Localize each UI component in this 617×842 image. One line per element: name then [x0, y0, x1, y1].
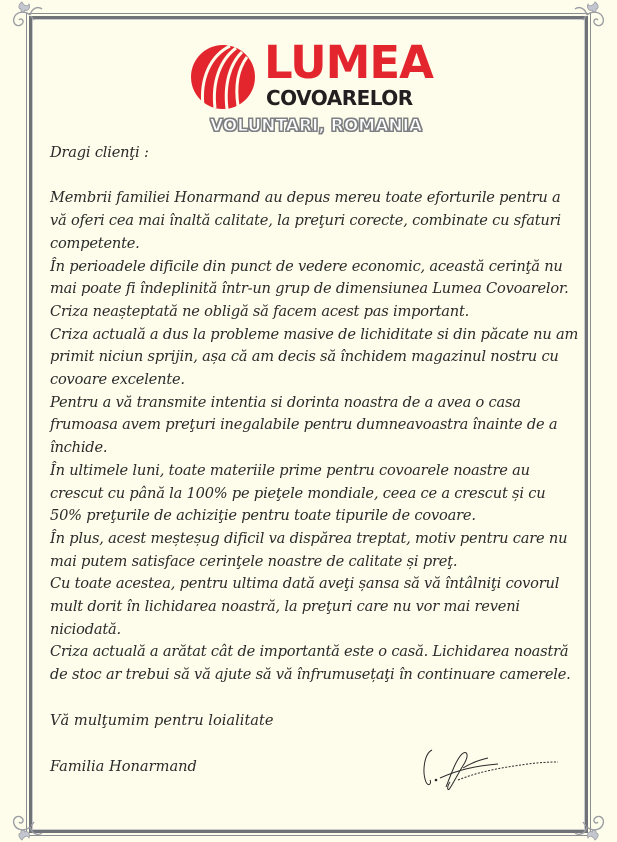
- corner-ornament-icon: [2, 0, 44, 42]
- letter-paragraph: În perioadele dificile din punct de vedere economic, această cerinţă nu mai poate fi îndeplinită într-un grup de dimensiunea Lumea Covoarelor. Criza neașteptată ne obligă să facem acest pas important.: [50, 257, 569, 320]
- letter-paragraph: În ultimele luni, toate materiile prime pentru covoarele noastre au crescut cu până la 100% pe pieţele mondiale, ceea ce a crescut și cu 50% preţurile de achiziţie pentru toate tipurile de covoare.: [50, 461, 546, 525]
- logo-title: LUMEA: [264, 36, 433, 89]
- letter-paragraph: Criza actuală a arătat cât de importantă este o casă. Lichidarea noastră de stoc ar trebui să vă ajute să vă înfrumusețaţi în continuare camerele.: [50, 643, 571, 684]
- letter-body: [50, 142, 580, 687]
- company-logo: [188, 36, 438, 139]
- letter-paragraph: Cu toate acestea, pentru ultima dată aveţi șansa să vă întâlniţi covorul mult dorit în lichidarea noastră, la preţuri care nu vor mai reveni niciodată.: [50, 575, 560, 638]
- letter-signoff: Familia Honarmand: [50, 758, 197, 775]
- letter-paragraph: În plus, acest meșteșug dificil va dispărea treptat, motiv pentru care nu mai putem satisface cerinţele noastre de calitate și preţ.: [50, 529, 568, 570]
- letter-paragraph: Criza actuală a dus la probleme masive de lichiditate si din păcate nu am primit niciun sprijin, așa că am decis să închidem magazinul nostru cu covoare excelente.: [50, 325, 579, 389]
- corner-ornament-icon: [2, 800, 44, 842]
- handwritten-signature-icon: [418, 742, 563, 797]
- corner-ornament-icon: [573, 800, 615, 842]
- letter-greeting: Dragi clienţi :: [50, 144, 149, 161]
- letter-paragraph: Pentru a vă transmite intentia si dorinta noastra de a avea o casa frumoasa avem preţuri inegalabile pentru dumneavoastra înainte de a închide.: [50, 393, 558, 457]
- logo-globe-icon: [190, 44, 256, 110]
- letter-paragraph: Membrii familiei Honarmand au depus mereu toate eforturile pentru a vă oferi cea mai înaltă calitate, la preţuri corecte, combinate cu sfaturi competente.: [50, 189, 561, 252]
- logo-subtitle: COVOARELOR: [266, 86, 413, 110]
- logo-location: VOLUNTARI, ROMANIA: [209, 116, 423, 136]
- letter-closing: Vă mulţumim pentru loialitate: [50, 712, 274, 729]
- corner-ornament-icon: [573, 0, 615, 42]
